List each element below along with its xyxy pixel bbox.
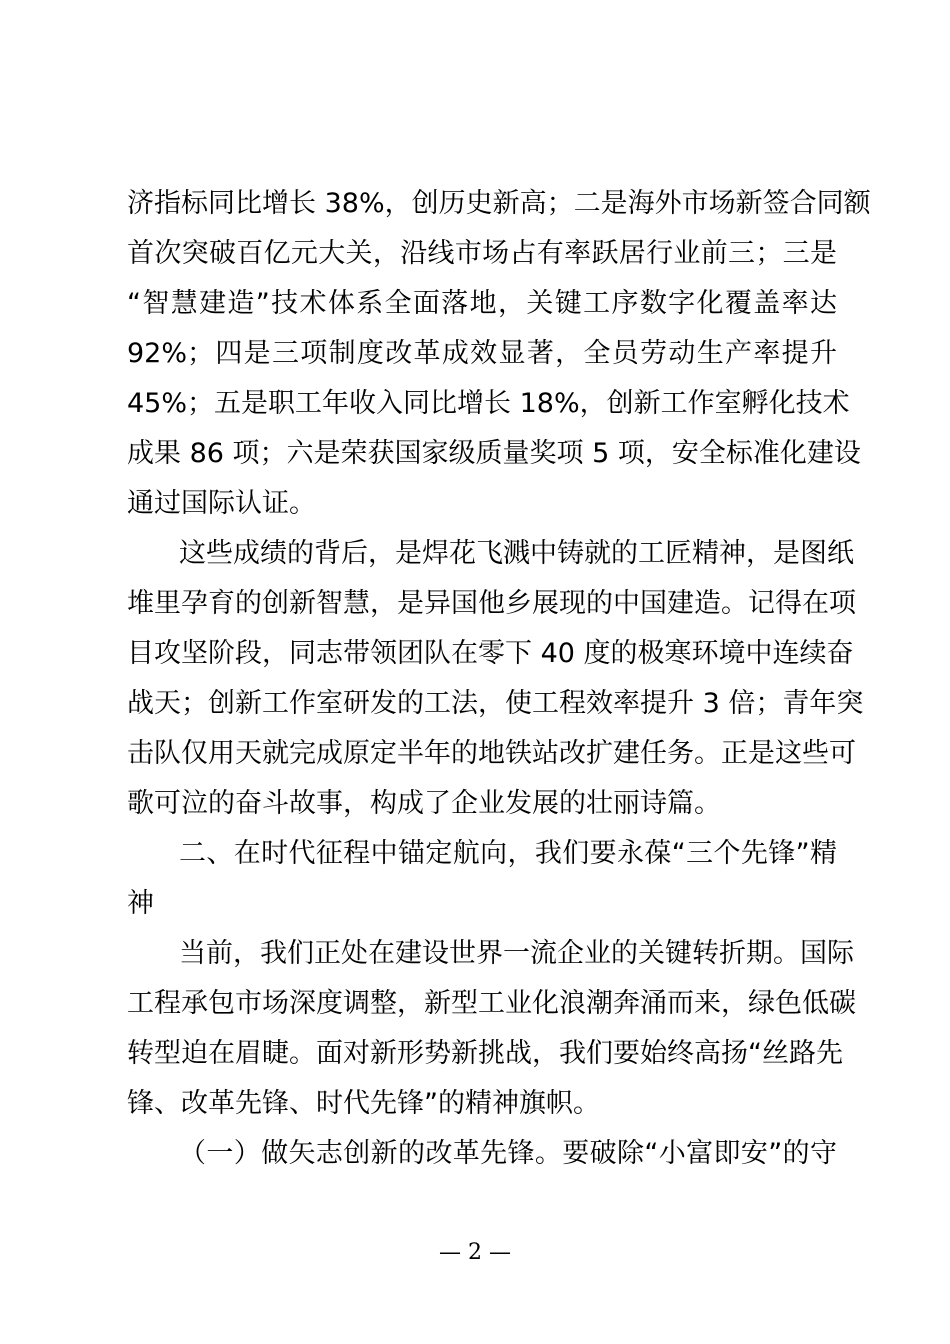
body-line: 转型迫在眉睫。面对新形势新挑战，我们要始终高扬“丝路先 xyxy=(127,1038,843,1069)
body-line: 工程承包市场深度调整，新型工业化浪潮奔涌而来，绿色低碳 xyxy=(127,988,856,1019)
body-line: 战天；创新工作室研发的工法，使工程效率提升 3 倍；青年突 xyxy=(127,688,864,719)
body-line: 堆里孕育的创新智慧，是异国他乡展现的中国建造。记得在项 xyxy=(127,588,856,619)
body-line: 92%；四是三项制度改革成效显著，全员劳动生产率提升 xyxy=(127,338,837,369)
page-number: — 2 — xyxy=(439,1240,511,1265)
body-line: 成果 86 项；六是荣获国家级质量奖项 5 项，安全标准化建设 xyxy=(127,438,861,469)
body-line: 这些成绩的背后，是焊花飞溅中铸就的工匠精神，是图纸 xyxy=(179,538,854,569)
body-line: 通过国际认证。 xyxy=(127,488,316,519)
body-line: “智慧建造”技术体系全面落地，关键工序数字化覆盖率达 xyxy=(127,288,837,319)
body-line: 济指标同比增长 38%，创历史新高；二是海外市场新签合同额 xyxy=(127,188,871,219)
body-line: 歌可泣的奋斗故事，构成了企业发展的壮丽诗篇。 xyxy=(127,788,721,819)
section-heading: 二、在时代征程中锚定航向，我们要永葆“三个先锋”精 xyxy=(179,838,837,869)
body-line: 当前，我们正处在建设世界一流企业的关键转折期。国际 xyxy=(179,938,854,969)
section-heading: 神 xyxy=(127,888,154,919)
body-line: （一）做矢志创新的改革先锋。要破除“小富即安”的守 xyxy=(179,1138,837,1169)
body-line: 首次突破百亿元大关，沿线市场占有率跃居行业前三；三是 xyxy=(127,238,837,269)
body-line: 锋、改革先锋、时代先锋”的精神旗帜。 xyxy=(127,1088,600,1119)
body-line: 45%；五是职工年收入同比增长 18%，创新工作室孵化技术 xyxy=(127,388,850,419)
body-line: 目攻坚阶段，同志带领团队在零下 40 度的极寒环境中连续奋 xyxy=(127,638,854,669)
body-line: 击队仅用天就完成原定半年的地铁站改扩建任务。正是这些可 xyxy=(127,738,856,769)
